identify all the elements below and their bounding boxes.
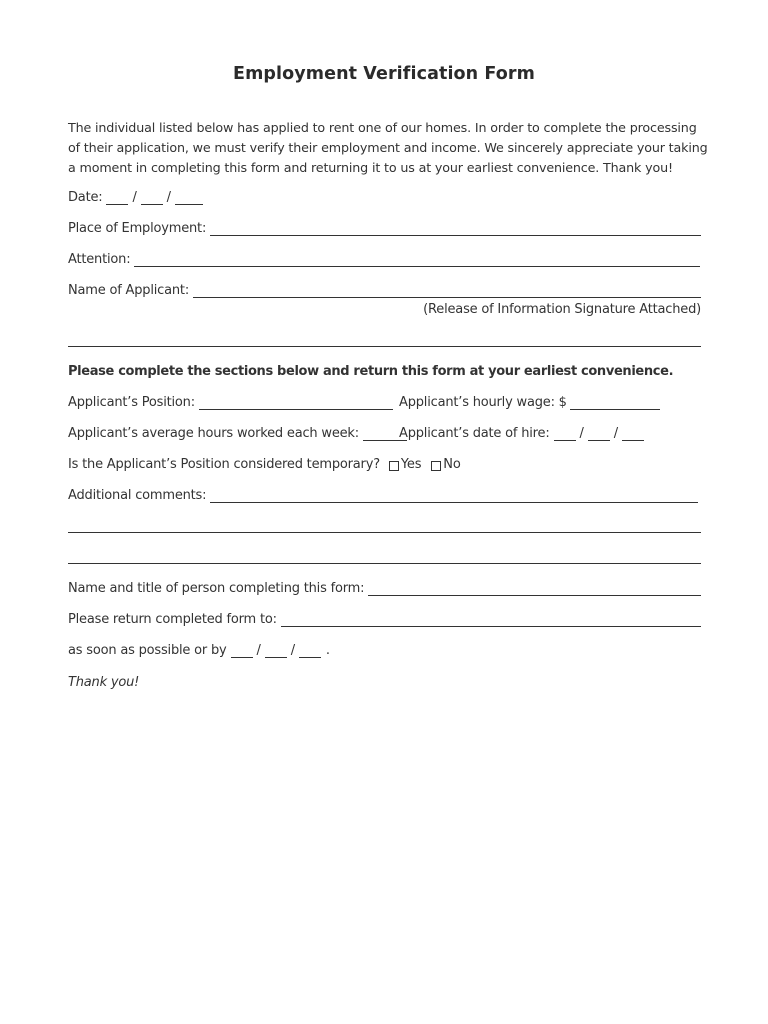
employment-row [68,219,701,239]
deadline-month-field[interactable] [231,642,253,658]
date-year-field[interactable] [175,189,203,205]
date-separator: / [579,426,584,441]
date-separator: / [166,190,171,205]
position-field[interactable] [199,394,393,410]
wage-row [399,393,660,413]
position-row [68,393,393,413]
applicant-name-row [68,281,701,301]
hire-day-field[interactable] [588,425,610,441]
deadline-year-field[interactable] [299,642,321,658]
comments-line-2[interactable] [68,532,701,533]
completer-row [68,579,701,599]
hire-year-field[interactable] [622,425,644,441]
intro-paragraph: The individual listed below has applied to rent one of our homes. In order to complete the processing of their application, we must verify their employment and income. We sincerely appreciate your taking a moment in completing this form and returning it to us at your earliest convenience. Thank you! [68,120,708,175]
attention-row [68,250,700,270]
wage-label: Applicant’s hourly wage: $ [399,395,567,410]
temporary-row [68,455,471,475]
hire-date-label: Applicant’s date of hire: [399,426,550,441]
attention-field[interactable] [134,251,700,267]
date-separator: / [613,426,618,441]
instructions-text: Please complete the sections below and return this form at your earliest convenience. [68,364,674,379]
comments-field[interactable] [210,487,698,503]
date-separator: / [290,643,295,658]
hours-row [68,424,407,444]
employment-label: Place of Employment: [68,221,207,236]
comments-line-3[interactable] [68,563,701,564]
applicant-name-label: Name of Applicant: [68,283,189,298]
completer-field[interactable] [368,580,701,596]
no-label: No [443,457,461,472]
wage-field[interactable] [570,394,660,410]
hire-date-row [399,424,644,444]
form-title: Employment Verification Form [233,64,535,84]
return-row [68,610,701,630]
deadline-period: . [325,643,330,658]
date-month-field[interactable] [106,189,128,205]
completer-label: Name and title of person completing this form: [68,581,365,596]
date-day-field[interactable] [141,189,163,205]
employment-field[interactable] [210,220,701,236]
applicant-name-field[interactable] [193,282,701,298]
option-no[interactable] [431,455,460,475]
release-note: (Release of Information Signature Attached) [423,302,701,317]
temporary-question: Is the Applicant’s Position considered temporary? [68,457,380,472]
date-row [68,188,203,208]
comments-row [68,486,698,506]
hours-label: Applicant’s average hours worked each week: [68,426,359,441]
date-separator: / [132,190,137,205]
deadline-label: as soon as possible or by [68,643,227,658]
date-separator: / [256,643,261,658]
yes-checkbox[interactable] [389,461,399,471]
comments-label: Additional comments: [68,488,207,503]
thank-you-text: Thank you! [68,675,140,690]
return-field[interactable] [281,611,701,627]
position-label: Applicant’s Position: [68,395,195,410]
divider-line [68,346,701,347]
hire-month-field[interactable] [554,425,576,441]
no-checkbox[interactable] [431,461,441,471]
date-label: Date: [68,190,103,205]
deadline-day-field[interactable] [265,642,287,658]
attention-label: Attention: [68,252,131,267]
return-label: Please return completed form to: [68,612,277,627]
deadline-row [68,641,330,661]
option-yes[interactable] [389,455,421,475]
yes-label: Yes [400,457,422,472]
